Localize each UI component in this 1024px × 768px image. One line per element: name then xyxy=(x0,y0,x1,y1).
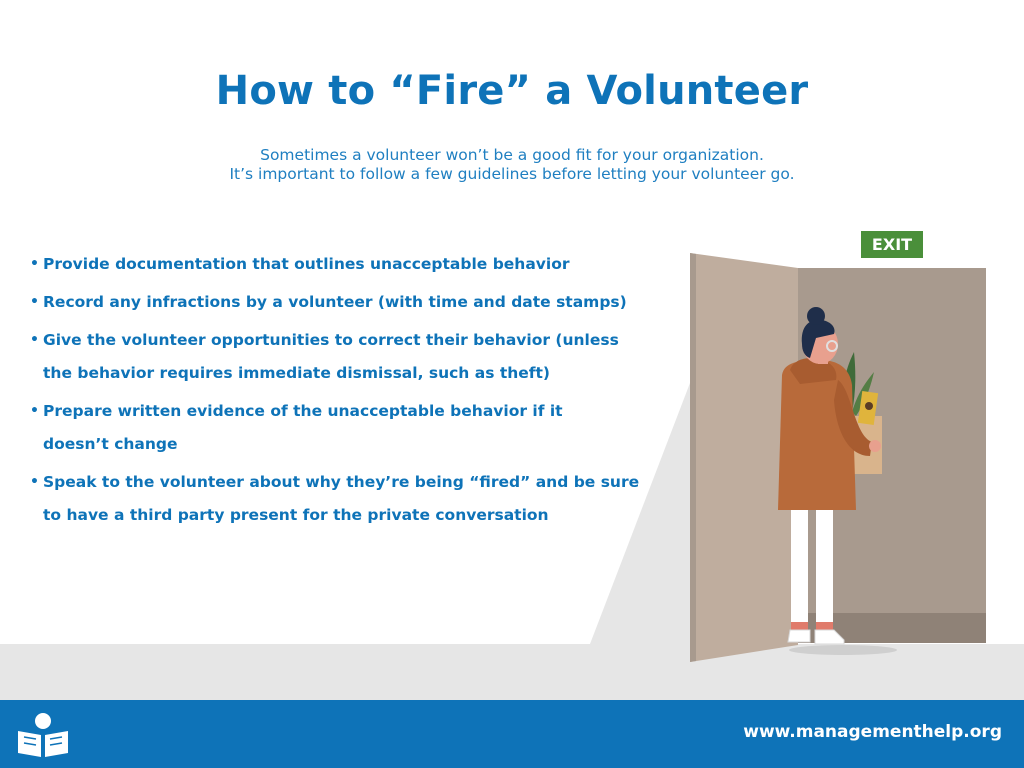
exit-door-illustration xyxy=(660,220,1000,670)
bullet-dot: • xyxy=(30,474,39,490)
guideline-text: Record any infractions by a volunteer (with time and date stamps) xyxy=(43,293,627,311)
bullet-dot: • xyxy=(30,294,39,310)
guideline-text: Give the volunteer opportunities to correct their behavior (unless xyxy=(43,331,619,349)
subtitle-line-2: It’s important to follow a few guidelines before letting your volunteer go. xyxy=(229,165,795,183)
guideline-text: Provide documentation that outlines unacceptable behavior xyxy=(43,255,570,273)
bullet-dot: • xyxy=(30,403,39,419)
guideline-list xyxy=(30,256,670,545)
guideline-item xyxy=(30,286,670,319)
guideline-text: doesn’t change xyxy=(43,435,178,453)
guideline-item xyxy=(30,248,670,281)
bullet-dot: • xyxy=(30,332,39,348)
guideline-item xyxy=(30,324,670,390)
guideline-text: Speak to the volunteer about why they’re being “fired” and be sure xyxy=(43,473,640,491)
book-person-logo-icon xyxy=(14,711,72,759)
guideline-item xyxy=(30,466,670,532)
page-title: How to “Fire” a Volunteer xyxy=(215,68,809,114)
guideline-text: Prepare written evidence of the unacceptable behavior if it xyxy=(43,402,563,420)
subtitle-line-1: Sometimes a volunteer won’t be a good fit for your organization. xyxy=(260,146,764,164)
bullet-dot: • xyxy=(30,256,39,272)
footer-url: www.managementhelp.org xyxy=(743,722,1002,742)
exit-sign: EXIT xyxy=(861,231,923,258)
footer-bar xyxy=(0,700,1024,768)
guideline-text: to have a third party present for the private conversation xyxy=(43,506,549,524)
guideline-text: the behavior requires immediate dismissal, such as theft) xyxy=(43,364,551,382)
guideline-item xyxy=(30,395,670,461)
